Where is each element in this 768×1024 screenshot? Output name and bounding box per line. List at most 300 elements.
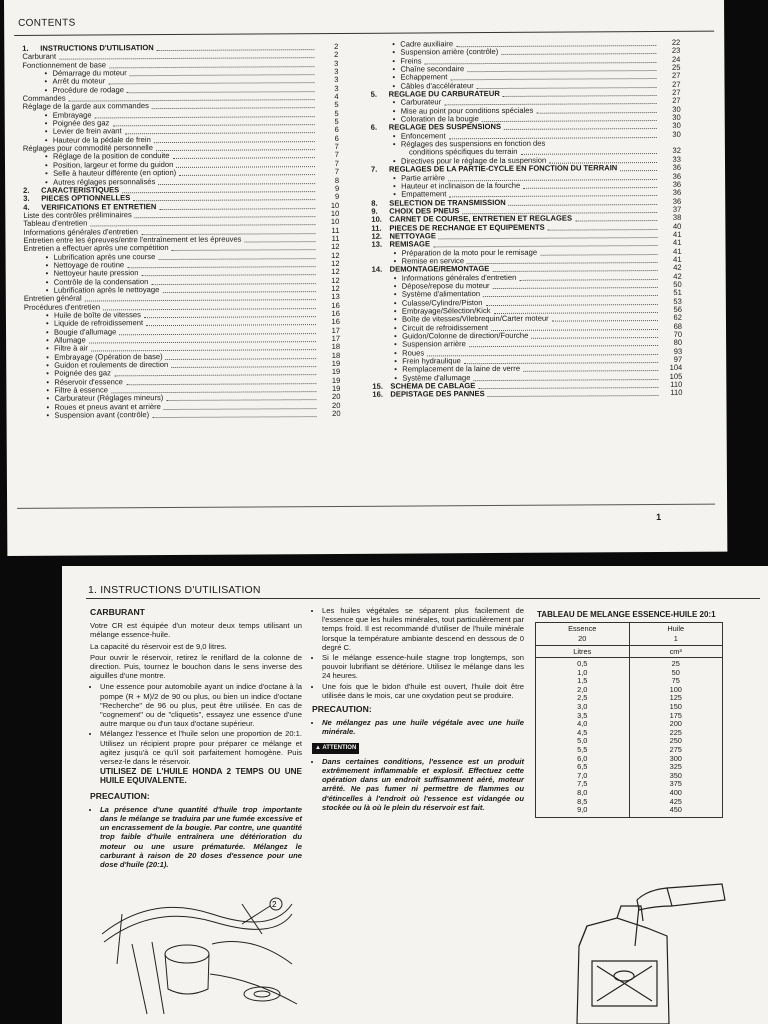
- dot-leader: [128, 260, 316, 268]
- dot-leader: [523, 181, 657, 189]
- list-item: • Une fois que le bidon d'huile est ouvert, l'huile doit être utilisée dans le mois, car une oxydation peut se produire.: [322, 682, 524, 700]
- toc-text: • Roues et pneus avant et arrière: [54, 403, 160, 412]
- toc-page: 25: [671, 62, 681, 72]
- table-cell: 3,0: [577, 701, 588, 711]
- list-item: • Une essence pour automobile ayant un indice d'octane à la pompe (R + M)/2 de 90 ou plus, ou bien un indice d'octane "Recherche" de 96 ou plus, peut être utilisée. En cas de "cognement" ou de "cliquetis", essayez une essence d'une autre marque ou d'un taux d'octane supérieur.: [100, 682, 302, 728]
- toc-text: • Echappement: [400, 74, 447, 83]
- toc-left-column: [22, 43, 340, 420]
- toc-page: 19: [331, 375, 341, 385]
- dot-leader: [166, 394, 316, 402]
- table-header-huile: Huile 1: [667, 624, 685, 643]
- table-cell: 375: [669, 779, 682, 789]
- dot-leader: [552, 314, 658, 322]
- toc-page: 42: [673, 271, 682, 281]
- toc-number: 2.: [23, 185, 30, 195]
- toc-page: 23: [671, 46, 681, 56]
- dot-leader: [521, 147, 657, 155]
- table-cell: 25: [671, 659, 680, 668]
- dot-leader: [109, 60, 314, 68]
- unit-litres: Litres: [536, 646, 630, 657]
- toc-page: 110: [670, 388, 683, 398]
- toc-page: 12: [331, 283, 340, 293]
- toc-page: 5: [334, 100, 339, 110]
- attention-text: • Dans certaines conditions, l'essence est un produit extrêmement inflammable et explosif. Effectuez cette opération dans un endroit suffisamment aéré, moteur arrêté. Ne pas fumer ni permettre de flammes ou d'étincelles à l'endroit où l'essence est vidangée ou stockée ou là où le plein du réservoir est fait.: [322, 757, 524, 812]
- dot-leader: [482, 114, 657, 122]
- toc-page: 19: [331, 384, 341, 394]
- dot-leader: [491, 323, 658, 331]
- toc-right-column: [370, 39, 682, 400]
- table-cell: 450: [669, 805, 682, 815]
- toc-page: 41: [673, 254, 682, 264]
- toc-page: 24: [671, 54, 681, 64]
- table-cell: 6,5: [577, 762, 588, 772]
- toc-text: Fonctionnement de base: [22, 60, 107, 70]
- dot-leader: [154, 135, 315, 143]
- dot-leader: [448, 173, 657, 181]
- toc-text: • Autres réglages personnalisés: [53, 178, 155, 187]
- dot-leader: [575, 214, 657, 222]
- toc-text: NETTOYAGE: [389, 231, 436, 241]
- dot-leader: [89, 335, 316, 343]
- section-rule: [86, 598, 760, 599]
- table-cell: 2,0: [577, 684, 588, 694]
- dot-leader: [467, 256, 658, 264]
- toc-text: Entretien entre les épreuves/entre l'entraînement et les épreuves: [23, 234, 242, 245]
- toc-text: Entretien général: [23, 293, 82, 304]
- dot-leader: [483, 289, 658, 297]
- toc-text: Réglages pour commodité personnelle: [22, 143, 153, 154]
- dot-leader: [153, 410, 317, 418]
- toc-page: 20: [332, 409, 341, 419]
- dot-leader: [531, 331, 658, 339]
- dot-leader: [152, 102, 315, 110]
- toc-text: • Allumage: [54, 337, 86, 346]
- toc-page: 36: [672, 163, 682, 173]
- toc-text: • Filtre à air: [54, 345, 88, 354]
- toc-text: Procédures d'entretien: [23, 302, 101, 312]
- dot-leader: [127, 85, 315, 93]
- toc-text: • Embrayage: [53, 111, 92, 120]
- toc-text: Liste des contrôles préliminaires: [23, 210, 132, 220]
- dot-leader: [433, 239, 657, 247]
- toc-page: 104: [669, 363, 683, 373]
- toc-page: 11: [331, 233, 340, 243]
- toc-text: • Position, largeur et forme du guidon: [53, 161, 173, 170]
- toc-page: 38: [672, 213, 682, 223]
- toc-page: 10: [330, 217, 340, 227]
- dot-leader: [95, 110, 315, 118]
- attention-badge: ▲ ATTENTION: [312, 743, 359, 754]
- toc-page: 68: [673, 321, 683, 331]
- toc-text: • Roues: [402, 349, 424, 357]
- table-cell: 8,5: [577, 796, 588, 806]
- toc-page: 105: [669, 371, 683, 381]
- toc-text: INSTRUCTIONS D'UTILISATION: [40, 43, 154, 53]
- dot-leader: [69, 93, 315, 102]
- toc-page: 10: [330, 200, 340, 210]
- toc-text: • Poignée des gaz: [54, 370, 111, 379]
- toc-page: 12: [331, 242, 340, 252]
- toc-page: 30: [672, 129, 681, 139]
- toc-page: 80: [673, 338, 683, 348]
- toc-page: 6: [334, 133, 339, 143]
- toc-page: 42: [673, 263, 682, 273]
- dot-leader: [450, 72, 656, 80]
- table-cell: 300: [669, 753, 682, 763]
- table-cell: 150: [669, 701, 682, 711]
- toc-page: 51: [673, 288, 682, 298]
- paragraph: Pour ouvrir le réservoir, retirez le reniflard de la colonne de direction. Puis, tournez le bouchon dans le sens inverse des aiguilles d'une montre.: [90, 652, 302, 681]
- toc-page: 16: [331, 317, 340, 327]
- callout-number: 2: [272, 900, 277, 909]
- toc-page: 27: [672, 87, 681, 97]
- jerrycan-oil-illustration: [517, 876, 727, 1024]
- table-cell: 200: [669, 719, 682, 729]
- precaution-text: • La présence d'une quantité d'huile trop importante dans le mélange se traduira par une fumée excessive et un encrassement de la bougie. Par contre, une quantité trop faible d'huile entraînera une détérioration du moteur ou une usure prématurée. Mélangez le carburant à raison de 20 doses d'essence pour une dose d'huile (20:1).: [100, 805, 302, 869]
- toc-page: 16: [331, 300, 340, 310]
- toc-text: • Hauteur et inclinaison de la fourche: [401, 182, 520, 191]
- dot-leader: [159, 202, 315, 210]
- toc-text: Tableau d'entretien: [23, 218, 88, 229]
- dot-leader: [478, 381, 658, 389]
- toc-page: 32: [672, 146, 681, 156]
- dot-leader: [156, 43, 314, 51]
- toc-text: • Procédure de rodage: [53, 86, 124, 95]
- table-cell: 4,5: [577, 727, 588, 737]
- dot-leader: [494, 306, 658, 314]
- table-cell: 425: [669, 796, 682, 806]
- toc-page: 93: [673, 346, 683, 356]
- table-cell: 3,5: [577, 710, 588, 720]
- dot-leader: [469, 339, 658, 347]
- toc-number: 3.: [23, 194, 30, 204]
- dot-leader: [179, 168, 315, 176]
- toc-text: • Nettoyage de routine: [54, 261, 125, 270]
- toc-text: Carburant: [22, 52, 57, 62]
- toc-text: • Bougie d'allumage: [54, 328, 116, 337]
- toc-text: • Levier de frein avant: [53, 128, 122, 137]
- toc-page: 19: [331, 359, 341, 369]
- dot-leader: [449, 131, 657, 139]
- dot-leader: [91, 343, 316, 351]
- dot-leader: [487, 389, 658, 397]
- dot-leader: [173, 152, 315, 160]
- dot-leader: [176, 160, 315, 168]
- toc-text: • Hauteur de la pédale de frein: [53, 136, 151, 145]
- dot-leader: [111, 385, 316, 393]
- dot-leader: [141, 227, 315, 235]
- toc-page: 17: [331, 333, 341, 344]
- table-cell: 1,5: [577, 676, 588, 686]
- toc-text: • Réglages des suspensions en fonction des: [401, 140, 545, 149]
- toc-number: 1.: [22, 43, 29, 53]
- dot-leader: [427, 348, 658, 356]
- toc-text: • Préparation de la moto pour le remisage: [402, 248, 538, 257]
- toc-number: 10.: [371, 214, 382, 224]
- precaution-heading: PRECAUTION:: [90, 790, 150, 801]
- toc-number: 5.: [370, 89, 377, 99]
- toc-text: • Contrôle de la condensation: [54, 278, 149, 287]
- dot-leader: [59, 51, 314, 60]
- toc-page: 27: [672, 79, 681, 89]
- toc-page: 7: [334, 158, 340, 168]
- toc-text: • Démarrage du moteur: [52, 69, 126, 78]
- toc-text: • Freins: [400, 57, 421, 65]
- toc-page: 33: [672, 154, 682, 164]
- toc-text: • Système d'alimentation: [402, 290, 480, 299]
- dot-leader: [456, 39, 656, 47]
- toc-text: REMISAGE: [389, 239, 431, 249]
- toc-page: 12: [331, 275, 340, 285]
- toc-page: 7: [334, 150, 339, 160]
- toc-page: 20: [331, 392, 341, 402]
- toc-page: 3: [334, 83, 339, 93]
- toc-text: • Remplacement de la laine de verre: [402, 365, 520, 374]
- list-item: • Les huiles végétales se séparent plus facilement de l'essence que les huiles minérales, tout particulièrement par temps froid. Il est recommandé d'utiliser de l'huile minérale lorsque la température ambiante descend en dessous de 0 degré C.: [322, 606, 524, 652]
- toc-text: Réglage de la garde aux commandes: [22, 101, 149, 112]
- section-title: 1. INSTRUCTIONS D'UTILISATION: [88, 584, 261, 596]
- dot-leader: [493, 264, 658, 272]
- toc-text: VERIFICATIONS ET ENTRETIEN: [41, 201, 157, 212]
- dot-leader: [486, 298, 658, 306]
- toc-text: Commandes: [22, 93, 66, 103]
- dot-leader: [467, 64, 656, 72]
- toc-text: • Suspension arrière (contrôle): [400, 48, 498, 57]
- toc-text: PIECES DE RECHANGE ET EQUIPEMENTS: [389, 222, 545, 233]
- toc-text: • Huile de boîte de vitesses: [54, 311, 141, 320]
- table-cell: 7,0: [577, 770, 588, 780]
- toc-page: 17: [331, 325, 341, 335]
- table-cell: 75: [671, 676, 680, 686]
- toc-text: • Suspension avant (contrôle): [55, 411, 150, 420]
- table-cell: 8,0: [577, 787, 588, 797]
- dot-leader: [165, 352, 316, 360]
- dot-leader: [163, 402, 316, 410]
- toc-page: 11: [331, 225, 340, 235]
- precaution-heading: PRECAUTION:: [312, 704, 372, 715]
- dot-leader: [125, 127, 315, 135]
- toc-text: REGLAGES DE LA PARTIE-CYCLE EN FONCTION DU TERRAIN: [389, 163, 618, 174]
- precaution-text: • Ne mélangez pas une huile végétale avec une huile minérale.: [322, 718, 524, 736]
- table-cell: 5,0: [577, 736, 588, 746]
- toc-page: 6: [334, 125, 339, 135]
- header-rule: [14, 31, 714, 36]
- dot-leader: [163, 285, 316, 293]
- toc-page: 37: [672, 204, 682, 214]
- toc-page: 9: [334, 183, 340, 193]
- toc-page: 53: [673, 296, 682, 306]
- toc-text: • Embrayage (Opération de base): [54, 353, 163, 362]
- dot-leader: [501, 47, 656, 55]
- toc-text: • Carburateur: [401, 99, 442, 108]
- toc-number: 11.: [371, 223, 382, 233]
- toc-page: 36: [672, 171, 682, 181]
- attention-label: ATTENTION: [322, 744, 357, 751]
- toc-entry: [372, 389, 682, 399]
- toc-page: 12: [331, 250, 340, 260]
- toc-page: 62: [673, 313, 682, 323]
- middle-text-column: [312, 606, 524, 813]
- toc-text: • Frein hydraulique: [402, 357, 461, 366]
- dot-leader: [158, 177, 315, 185]
- toc-page: 41: [673, 246, 682, 256]
- table-cell: 125: [669, 693, 682, 703]
- dot-leader: [113, 118, 315, 126]
- dot-leader: [142, 268, 316, 276]
- dot-leader: [477, 81, 657, 89]
- page-number: 1: [656, 511, 662, 523]
- toc-page: 22: [671, 37, 681, 47]
- toc-text: • Arrêt du moteur: [52, 78, 105, 87]
- instructions-page: [62, 566, 768, 1024]
- toc-page: 70: [673, 329, 683, 339]
- table-cell: 325: [669, 762, 682, 772]
- toc-text: • Cadre auxiliaire: [400, 40, 453, 49]
- table-cell: 7,5: [577, 779, 588, 789]
- toc-page: 10: [330, 208, 340, 218]
- toc-text: CHOIX DES PNEUS: [389, 206, 460, 216]
- dot-leader: [122, 185, 315, 193]
- dot-leader: [90, 218, 315, 226]
- toc-text: conditions spécifiques du terrain: [408, 147, 518, 157]
- toc-text: • Mise au point pour conditions spéciales: [401, 107, 534, 116]
- huile-column: [630, 658, 723, 817]
- toc-text: • Guidon/Colonne de direction/Fourche: [402, 332, 528, 341]
- toc-number: 16.: [372, 390, 384, 400]
- table-cell: 175: [669, 710, 682, 720]
- toc-number: 12.: [371, 231, 383, 241]
- toc-text: • Directives pour le réglage de la suspension: [401, 157, 546, 166]
- carburant-heading: CARBURANT: [90, 607, 145, 617]
- toc-page: 18: [331, 350, 341, 360]
- table-cell: 9,0: [577, 805, 588, 815]
- toc-text: • Informations générales d'entretien: [402, 274, 517, 283]
- toc-number: 13.: [371, 239, 383, 250]
- dot-leader: [449, 189, 657, 197]
- toc-page: 19: [331, 367, 341, 377]
- contents-page: [4, 0, 727, 556]
- toc-text: PIECES OPTIONNELLES: [41, 193, 131, 203]
- toc-text: • Réservoir d'essence: [54, 378, 123, 387]
- toc-page: 7: [334, 167, 340, 177]
- left-text-column: [90, 606, 302, 870]
- dot-leader: [152, 277, 316, 285]
- toc-text: • Poignée des gaz: [53, 119, 110, 128]
- toc-page: 41: [672, 229, 682, 239]
- toc-text: CARACTERISTIQUES: [41, 185, 120, 195]
- toc-number: 9.: [371, 206, 378, 216]
- table-cell: 2,5: [577, 693, 588, 703]
- toc-page: 2: [334, 41, 339, 51]
- dot-leader: [85, 293, 316, 301]
- dot-leader: [244, 235, 315, 242]
- toc-page: 97: [673, 354, 683, 364]
- toc-page: 5: [334, 108, 339, 118]
- toc-page: 27: [671, 71, 681, 81]
- dot-leader: [424, 56, 656, 64]
- dot-leader: [508, 198, 657, 206]
- bold-instruction: UTILISEZ DE L'HUILE HONDA 2 TEMPS OU UNE HUILE EQUIVALENTE.: [100, 767, 302, 786]
- toc-text: • Lubrification après une course: [54, 253, 156, 262]
- toc-number: 8.: [371, 198, 378, 208]
- toc-text: • Boîte de vitesses/Vilebrequin/Carter moteur: [402, 315, 549, 324]
- toc-page: 30: [672, 112, 681, 123]
- toc-text: REGLAGE DES SUSPENSIONS: [388, 122, 502, 133]
- dot-leader: [114, 369, 316, 377]
- toc-page: 30: [672, 104, 681, 114]
- toc-text: • Culasse/Cylindre/Piston: [402, 299, 483, 308]
- toc-text: Entretien a effectuer après une compétition: [23, 243, 169, 254]
- table-header-essence: Essence 20: [536, 623, 630, 645]
- paragraph: Votre CR est équipée d'un moteur deux temps utilisant un mélange essence-huile.: [90, 621, 302, 640]
- table-cell: 0,5: [577, 659, 588, 668]
- dot-leader: [159, 252, 316, 260]
- toc-page: 56: [673, 304, 682, 314]
- toc-page: 3: [334, 75, 339, 85]
- toc-number: 15.: [372, 381, 383, 391]
- dot-leader: [171, 243, 315, 251]
- table-cell: 4,0: [577, 719, 588, 729]
- toc-page: 3: [334, 66, 339, 77]
- toc-number: 6.: [370, 123, 378, 133]
- toc-number: 7.: [371, 164, 378, 174]
- toc-page: 40: [672, 221, 682, 231]
- dot-leader: [549, 156, 657, 164]
- table-cell: 100: [669, 684, 682, 694]
- toc-text: • Coloration de la bougie: [401, 115, 479, 124]
- toc-page: 36: [672, 196, 682, 206]
- toc-page: 2: [334, 50, 339, 60]
- toc-page: 50: [673, 279, 682, 289]
- dot-leader: [523, 364, 658, 372]
- dot-leader: [520, 273, 658, 281]
- dot-leader: [504, 122, 657, 130]
- toc-text: • Selle à hauteur différente (en option): [53, 169, 176, 178]
- dot-leader: [134, 210, 315, 218]
- dot-leader: [473, 373, 658, 381]
- dot-leader: [438, 231, 657, 239]
- motorcycle-fuel-cap-illustration: [92, 884, 302, 1024]
- toc-page: 16: [331, 308, 340, 319]
- toc-text: CARNET DE COURSE, ENTRETIEN ET REGLAGES: [389, 213, 573, 224]
- dot-leader: [171, 360, 316, 368]
- list-item: • Si le mélange essence-huile stagne trop longtemps, son pouvoir lubrifiant se détériore. Utilisez le mélange dans les 24 heures.: [322, 653, 524, 681]
- toc-text: DEPISTAGE DES PANNES: [390, 389, 485, 400]
- toc-page: 20: [332, 400, 341, 410]
- toc-text: REGLAGE DU CARBURATEUR: [388, 89, 500, 99]
- toc-number: 14.: [371, 264, 383, 275]
- dot-leader: [156, 143, 315, 151]
- list-item: • Mélangez l'essence et l'huile selon une proportion de 20:1. Utilisez un récipient propre pour préparer ce mélange et agitez jusqu'à ce qu'il soit parfaitement homogène. Puis versez-le dans le réservoir.: [100, 729, 302, 766]
- toc-text: Informations générales d'entretien: [23, 226, 139, 237]
- toc-text: DEMONTAGE/REMONTAGE: [389, 264, 490, 274]
- toc-text: SELECTION DE TRANSMISSION: [389, 197, 506, 208]
- toc-text: • Chaîne secondaire: [400, 65, 464, 74]
- toc-text: • Guidon et roulements de direction: [54, 361, 168, 370]
- essence-column: [536, 658, 630, 817]
- toc-entry: [25, 410, 341, 420]
- toc-text: • Enfoncement: [401, 132, 446, 141]
- footer-rule: [17, 504, 715, 509]
- dot-leader: [133, 193, 315, 201]
- toc-page: 18: [331, 342, 341, 352]
- dot-leader: [503, 89, 657, 97]
- dot-leader: [537, 106, 657, 114]
- toc-page: 4: [334, 92, 339, 102]
- toc-page: 8: [334, 175, 340, 185]
- toc-text: • Carburateur (Réglages mineurs): [54, 394, 163, 403]
- toc-page: 5: [334, 117, 339, 127]
